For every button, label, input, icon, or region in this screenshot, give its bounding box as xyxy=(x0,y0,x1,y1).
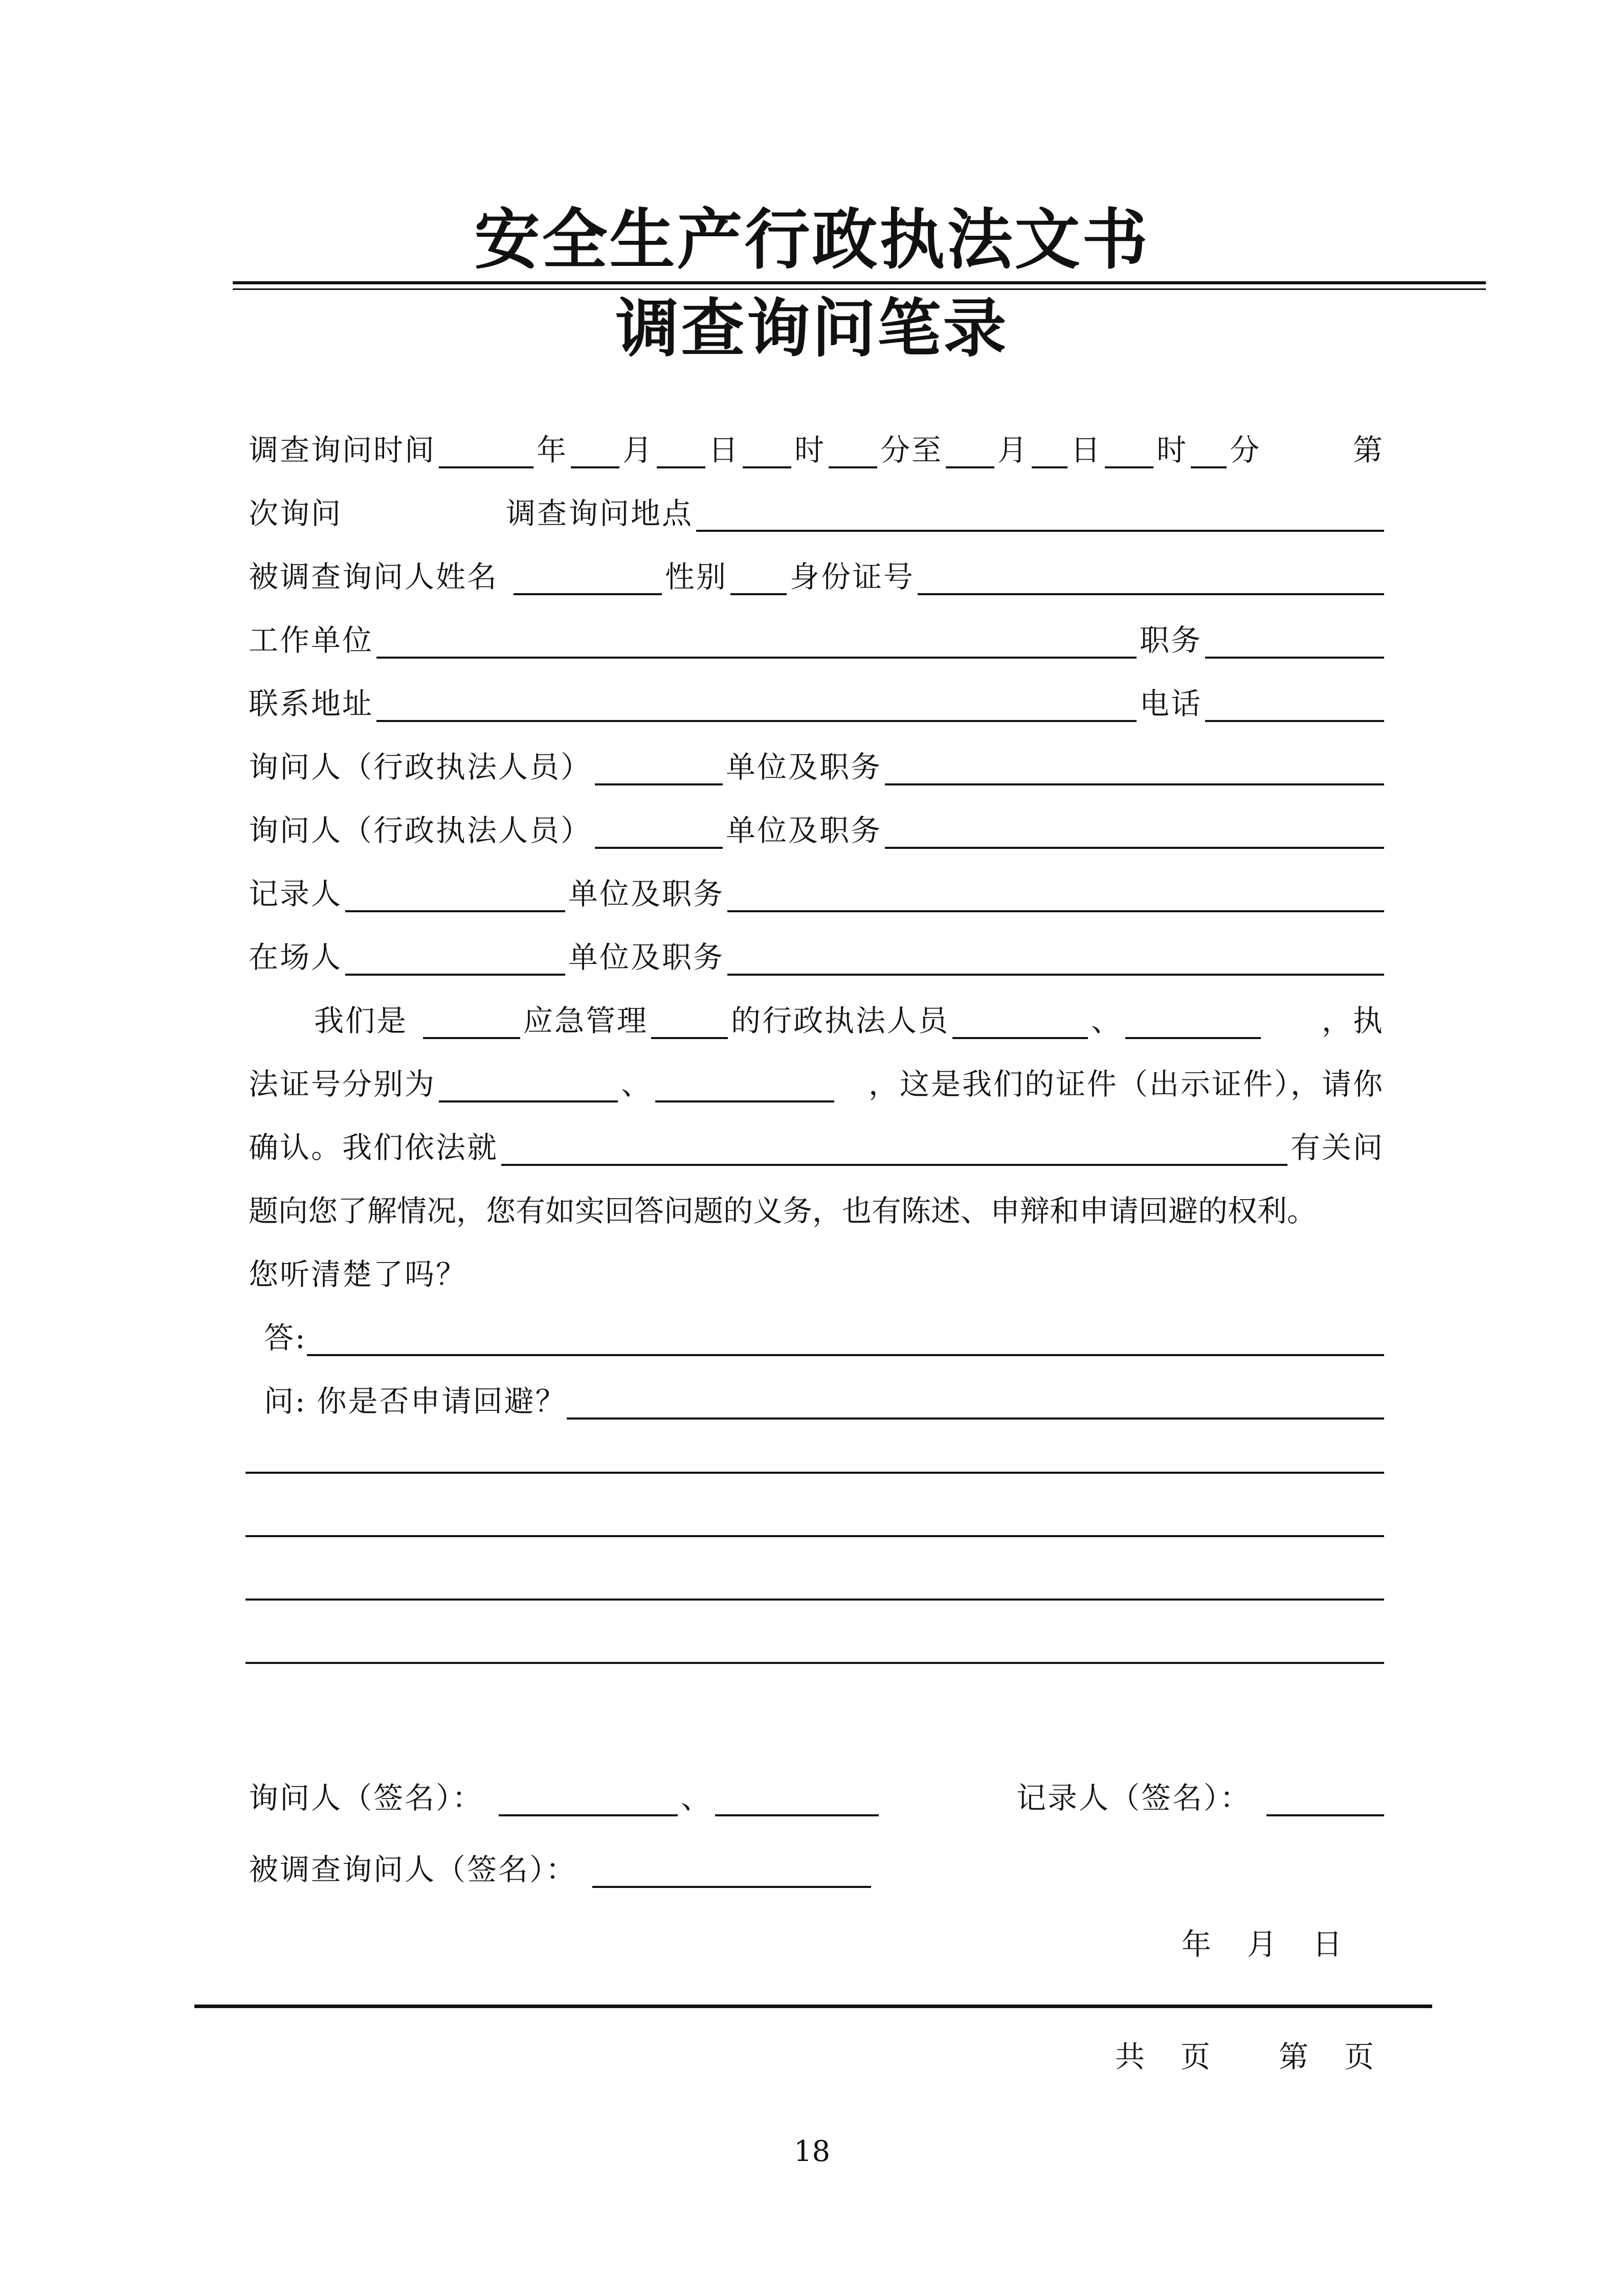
subject-sign-field[interactable] xyxy=(592,1857,871,1888)
work-unit-label: 工作单位 xyxy=(249,623,374,658)
statement-tail-3: 有关问 xyxy=(1290,1130,1384,1165)
end-minute-label: 分 xyxy=(1230,433,1261,467)
answer-row xyxy=(249,1297,1384,1360)
inquirer-2-unit-field[interactable] xyxy=(885,818,1384,849)
signature-date: 年 月 日 xyxy=(1182,1927,1346,1962)
inquirer-sign-2-field[interactable] xyxy=(715,1786,879,1816)
end-day-field[interactable] xyxy=(1032,438,1067,468)
matter-field[interactable] xyxy=(501,1135,1287,1166)
position-label: 职务 xyxy=(1139,623,1202,658)
year-label: 年 xyxy=(537,433,568,467)
present-unit-field[interactable] xyxy=(727,945,1384,976)
statement-officers: 的行政执法人员 xyxy=(731,1003,950,1038)
statement-cert-label: 法证号分别为 xyxy=(249,1067,436,1101)
statement-line-1 xyxy=(249,980,1384,1043)
recorder-sign-field[interactable] xyxy=(1266,1786,1384,1816)
note-line-1[interactable] xyxy=(246,1472,1384,1474)
statement-sep-2: 、 xyxy=(621,1067,653,1101)
time-label: 调查询问时间 xyxy=(249,433,436,467)
session-label: 次询问 xyxy=(249,496,343,531)
page-count: 共 页 第 页 xyxy=(1115,2039,1377,2074)
recorder-field[interactable] xyxy=(345,882,565,912)
place-field[interactable] xyxy=(696,501,1384,532)
recorder-unit-field[interactable] xyxy=(727,882,1384,912)
inquirer-sign-1-field[interactable] xyxy=(499,1786,678,1816)
end-minute-field[interactable] xyxy=(1191,438,1227,468)
answer-label: 答: xyxy=(264,1320,307,1355)
statement-line-3 xyxy=(249,1107,1384,1170)
note-line-2[interactable] xyxy=(246,1535,1384,1537)
row-work-unit xyxy=(249,599,1384,663)
statement-legal-basis: 确认。我们依法就 xyxy=(249,1130,499,1165)
minute-to-label: 分至 xyxy=(880,433,943,467)
di-label: 第 xyxy=(1352,433,1384,467)
officer-2-field[interactable] xyxy=(1125,1008,1261,1039)
row-address xyxy=(249,663,1384,726)
title-rule-thin xyxy=(233,288,1486,290)
gender-label: 性别 xyxy=(665,559,728,594)
end-hour-label: 时 xyxy=(1156,433,1188,467)
gender-field[interactable] xyxy=(730,565,787,595)
signature-row-2 xyxy=(249,1829,1384,1892)
row-inquirer-1 xyxy=(249,726,1384,790)
row-inquiry-place xyxy=(249,472,1384,536)
name-field[interactable] xyxy=(514,565,662,595)
id-field[interactable] xyxy=(918,565,1384,595)
question-text: 你是否申请回避？ xyxy=(317,1384,567,1419)
cert-1-field[interactable] xyxy=(439,1072,618,1102)
inquirer-1-field[interactable] xyxy=(595,755,723,785)
row-present xyxy=(249,916,1384,980)
row-recorder xyxy=(249,853,1384,916)
address-label: 联系地址 xyxy=(249,686,374,721)
phone-label: 电话 xyxy=(1139,686,1202,721)
present-unit-label: 单位及职务 xyxy=(568,940,725,975)
inquirer-2-field[interactable] xyxy=(595,818,723,849)
present-field[interactable] xyxy=(345,945,565,976)
note-line-4[interactable] xyxy=(246,1662,1384,1664)
inquirer-sign-label: 询问人（签名）： xyxy=(249,1781,484,1815)
phone-field[interactable] xyxy=(1205,691,1384,722)
page-number: 18 xyxy=(793,2135,831,2168)
address-field[interactable] xyxy=(376,691,1137,722)
end-day-label: 日 xyxy=(1071,433,1102,467)
statement-rights: 题向您了解情况，您有如实回答问题的义务，也有陈述、申辩和申请回避的权利。 xyxy=(249,1194,1317,1228)
present-label: 在场人 xyxy=(249,940,343,975)
agency-field[interactable] xyxy=(423,1008,520,1039)
inquirer-1-unit-field[interactable] xyxy=(885,755,1384,785)
hour-field[interactable] xyxy=(743,438,791,468)
answer-field[interactable] xyxy=(307,1325,1384,1356)
footer-rule xyxy=(194,2005,1432,2008)
inquirer-2-label: 询问人（行政执法人员） xyxy=(249,813,592,848)
row-inquiry-time xyxy=(249,409,1384,472)
cert-2-field[interactable] xyxy=(655,1072,834,1102)
department-field[interactable] xyxy=(651,1008,728,1039)
officer-1-field[interactable] xyxy=(952,1008,1088,1039)
statement-emergency-mgmt: 应急管理 xyxy=(523,1003,649,1038)
statement-tail-1: ，执 xyxy=(1321,1003,1384,1038)
month-field[interactable] xyxy=(571,438,619,468)
inquirer-sign-sep: 、 xyxy=(681,1781,713,1815)
statement-we-are: 我们是 xyxy=(314,1003,408,1038)
work-unit-field[interactable] xyxy=(376,628,1137,659)
question-row xyxy=(249,1360,1384,1424)
statement-sep-1: 、 xyxy=(1091,1003,1123,1038)
end-month-label: 月 xyxy=(997,433,1029,467)
row-subject xyxy=(249,536,1384,599)
minute-start-field[interactable] xyxy=(829,438,877,468)
document-title: 安全生产行政执法文书 xyxy=(474,202,1150,278)
inquirer-1-label: 询问人（行政执法人员） xyxy=(249,750,592,784)
statement-line-4 xyxy=(249,1170,1384,1233)
position-field[interactable] xyxy=(1205,628,1384,659)
statement-line-2 xyxy=(249,1043,1384,1107)
title-rule-thick xyxy=(233,281,1486,284)
name-label: 被调查询问人姓名 xyxy=(249,559,499,594)
note-line-3[interactable] xyxy=(246,1599,1384,1601)
recorder-label: 记录人 xyxy=(249,876,343,911)
question-field[interactable] xyxy=(567,1389,1384,1420)
row-inquirer-2 xyxy=(249,790,1384,853)
end-hour-field[interactable] xyxy=(1105,438,1153,468)
year-field[interactable] xyxy=(439,438,533,468)
place-label: 调查询问地点 xyxy=(506,496,694,531)
question-label: 问: xyxy=(264,1384,307,1419)
subject-sign-label: 被调查询问人（签名）： xyxy=(249,1852,577,1887)
statement-line-5 xyxy=(249,1233,1384,1297)
inquirer-2-unit-label: 单位及职务 xyxy=(726,813,882,848)
end-month-field[interactable] xyxy=(946,438,994,468)
month-label: 月 xyxy=(622,433,654,467)
inquirer-1-unit-label: 单位及职务 xyxy=(726,750,882,784)
recorder-sign-label: 记录人（签名）： xyxy=(1016,1781,1251,1815)
document-subtitle: 调查询问笔录 xyxy=(615,292,1009,366)
statement-question: 您听清楚了吗？ xyxy=(249,1257,468,1292)
id-label: 身份证号 xyxy=(790,559,915,594)
statement-confirm: ，这是我们的证件（出示证件），请你 xyxy=(868,1067,1384,1101)
day-label: 日 xyxy=(708,433,740,467)
signature-row-1 xyxy=(249,1757,1384,1820)
hour-label: 时 xyxy=(794,433,826,467)
day-field[interactable] xyxy=(657,438,705,468)
recorder-unit-label: 单位及职务 xyxy=(568,876,725,911)
